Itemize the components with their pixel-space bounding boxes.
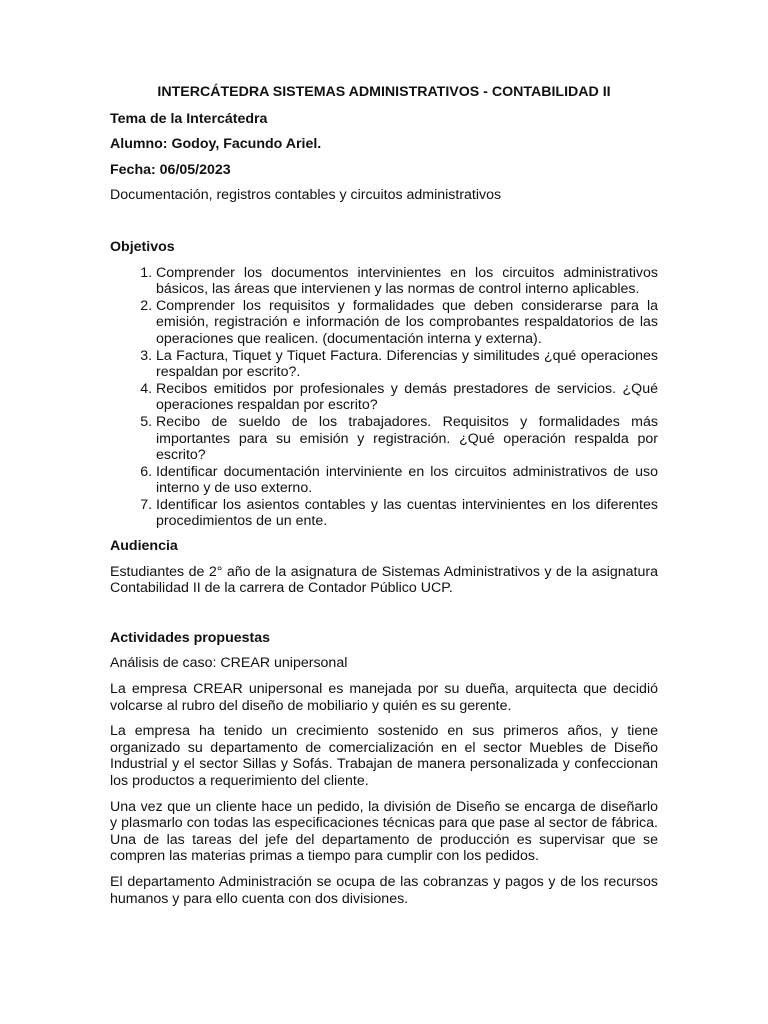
spacer (110, 213, 658, 239)
case-paragraph: La empresa CREAR unipersonal es manejada por su dueña, arquitecta que decidió volcarse al rubro del diseño de mobiliario y quién es su gerente. (110, 681, 658, 714)
case-paragraph: El departamento Administración se ocupa de las cobranzas y pagos y de los recursos humanos y para ello cuenta con dos divisiones. (110, 873, 658, 907)
objectives-heading: Objetivos (110, 238, 175, 255)
objective-item: 7. Identificar los asientos contables y las cuentas intervinientes en los diferentes procedimientos de un ente. (156, 497, 658, 530)
objective-item: 4. Recibos emitidos por profesionales y demás prestadores de servicios. ¿Qué operaciones respaldan por escrito? (156, 381, 658, 414)
student-name: Alumno: Godoy, Facundo Ariel. (110, 136, 322, 153)
document-date: Fecha: 06/05/2023 (110, 161, 231, 178)
objectives-list (110, 265, 658, 531)
document-page (110, 84, 658, 916)
case-paragraph: Una vez que un cliente hace un pedido, la división de Diseño se encarga de diseñarlo y plasmarlo con todas las especificaciones técnicas para que pase al sector de fábrica. Una de las tareas del jefe del departamento de producción es supervisar que se compren las materias primas a tiempo para cumplir con los pedidos. (110, 798, 658, 865)
objective-item: 5. Recibo de sueldo de los trabajadores. Requisitos y formalidades más importantes para su emisión y registración. ¿Qué operación respalda por escrito? (156, 414, 658, 464)
topic-text: Documentación, registros contables y circuitos administrativos (110, 187, 502, 204)
audience-heading: Audiencia (110, 538, 178, 555)
spacer (110, 606, 658, 630)
topic-label: Tema de la Intercátedra (110, 110, 268, 127)
objective-item: 3. La Factura, Tiquet y Tiquet Factura. Diferencias y similitudes ¿qué operaciones respaldan por escrito?. (156, 348, 658, 381)
objective-item: 2. Comprender los requisitos y formalidades que deben considerarse para la emisión, registración e información de los comprobantes respaldatorios de las operaciones que realicen. (documentación interna y externa). (156, 298, 658, 348)
case-paragraph: La empresa ha tenido un crecimiento sostenido en sus primeros años, y tiene organizado su departamento de comercialización en el sector Muebles de Diseño Industrial y el sector Sillas y Sofás. Trabajan de manera personalizada y confeccionan los productos a requerimiento del cliente. (110, 723, 658, 789)
case-title: Análisis de caso: CREAR unipersonal (110, 655, 348, 672)
document-title: INTERCÁTEDRA SISTEMAS ADMINISTRATIVOS - CONTABILIDAD II (157, 84, 611, 100)
objective-item: 6. Identificar documentación interviniente en los circuitos administrativos de uso interno y de uso externo. (156, 464, 658, 497)
objective-item: 1. Comprender los documentos intervinientes en los circuitos administrativos básicos, las áreas que intervienen y las normas de control interno aplicables. (156, 265, 658, 298)
activities-heading: Actividades propuestas (110, 629, 271, 646)
audience-text: Estudiantes de 2° año de la asignatura de Sistemas Administrativos y de la asignatura Contabilidad II de la carrera de Contador Público UCP. (110, 563, 658, 597)
